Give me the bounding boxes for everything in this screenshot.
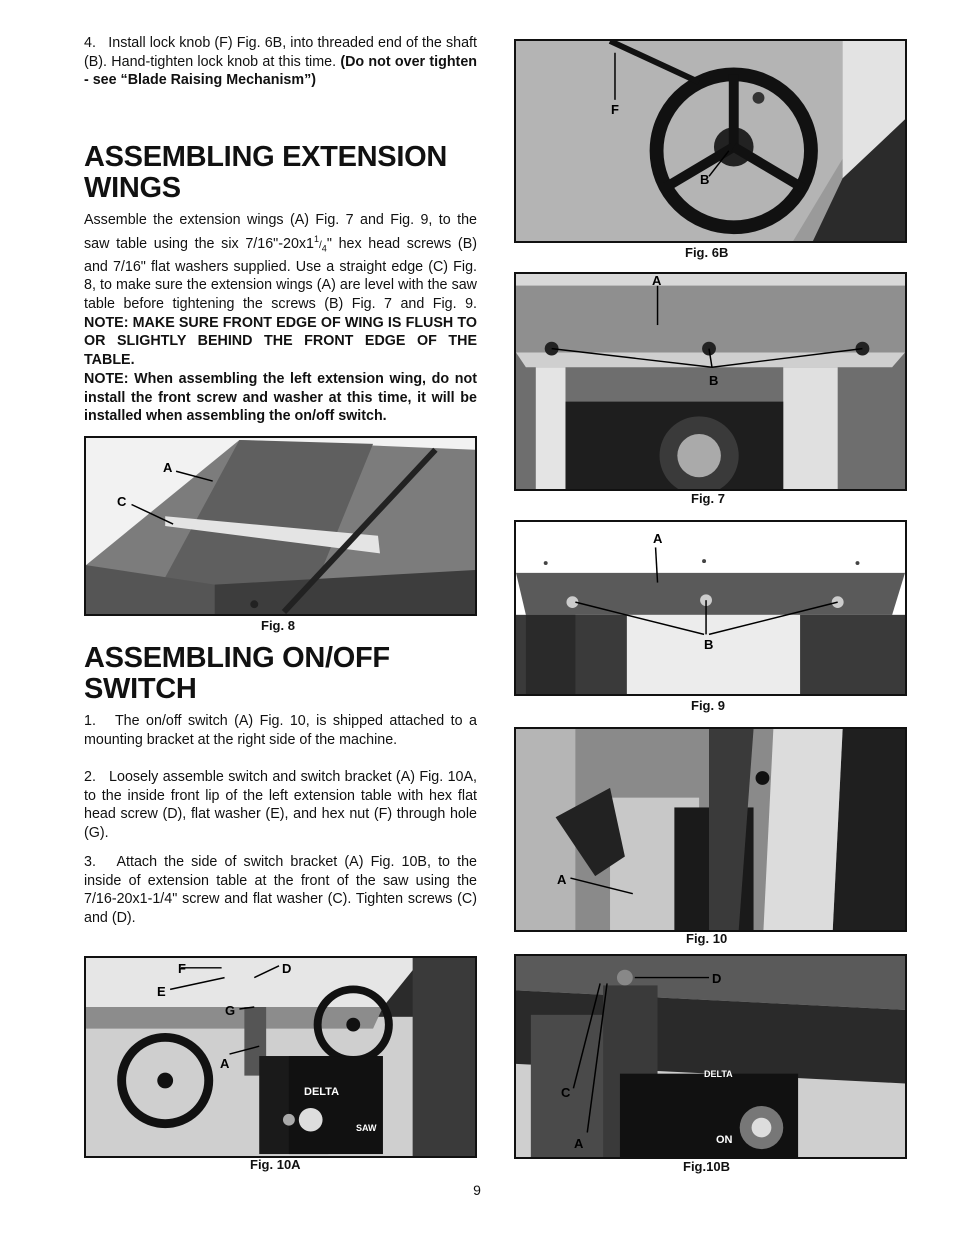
switch-brand-label: DELTA [304,1086,340,1098]
figure-9-caption: Fig. 9 [691,698,725,713]
switch-model-label: SAW [356,1123,377,1133]
switch-step-1: 1. The on/off switch (A) Fig. 10, is shipped attached to a mounting bracket at the right side of the machine. [84,713,477,748]
fig10a-label-d: D [282,961,292,976]
left-wing-note: NOTE: When assembling the left extension wing, do not install the front screw and washer at this time, it will be installed when assembling the on/off switch. [84,371,477,425]
page-number: 9 [473,1182,481,1198]
extension-wing-straight-edge-photo [86,438,475,614]
fig6b-label-b: B [700,172,710,187]
switch-bracket-assembly-photo [86,958,475,1156]
fig10b-label-a: A [574,1136,584,1151]
fig10b-label-d: D [712,971,722,986]
figure-10-image [514,727,907,932]
figure-8-caption: Fig. 8 [261,618,295,633]
fig7-label-b: B [709,373,719,388]
heading-extension-wings: ASSEMBLING EXTENSION WINGS [84,141,447,204]
step4-paragraph: 4. Install lock knob (F) Fig. 6B, into threaded end of the shaft (B). Hand-tighten lock knob at this time. (Do not over tighten - see “Blade Raising Mechanism”) [84,35,478,89]
figure-10a-caption: Fig. 10A [250,1157,301,1172]
switch-brand-label: DELTA [704,1069,733,1079]
figure-7-caption: Fig. 7 [691,491,725,506]
fig10-label-a: A [557,872,567,887]
fig10b-label-c: C [561,1085,571,1100]
fig8-label-a: A [163,460,173,475]
fig10a-label-f: F [178,961,186,976]
figure-7-image [514,272,907,491]
figure-6b-image [514,39,907,243]
fig10a-label-g: G [225,1003,236,1018]
wings-paragraph: Assemble the extension wings (A) Fig. 7 and Fig. 9, to the saw table using the six $7/16"-20x1^1/_4$" hex head screws (B) and 7/16" flat washers supplied. Use a straight edge (C) Fig. 8, to make sure the extension wings (A) are level with the saw table before tightening the screws (B) Fig. 7 and Fig. 9. NOTE: MAKE SURE FRONT EDGE OF WING IS FLUSH TO OR SLIGHTLY BEHIND THE FRONT EDGE OF THE TABLE. [84,212,477,368]
fig10a-label-a: A [220,1056,230,1071]
fig9-label-b: B [704,637,714,652]
heading-onoff-switch: ASSEMBLING ON/OFF SWITCH [84,642,390,705]
switch-step-3: 3. Attach the side of switch bracket (A) Fig. 10B, to the inside of extension table at the front of the saw using the 7/16-20x1-1/4" screw and flat washer (C). Tighten screws (C) and (D). [84,854,477,926]
fig6b-label-f: F [611,102,619,117]
fig8-label-c: C [117,494,127,509]
extension-wing-screws-front-photo [516,522,905,694]
fig10a-label-e: E [157,984,166,999]
onoff-switch-shipped-position-photo [516,729,905,930]
figure-10b-image [514,954,907,1159]
figure-10-caption: Fig. 10 [686,931,728,946]
handwheel-lock-knob-photo [516,41,905,241]
switch-bracket-side-attached-photo [516,956,905,1157]
switch-on-label: ON [716,1134,733,1146]
fig7-label-a: A [652,273,662,288]
switch-step-2: 2. Loosely assemble switch and switch bracket (A) Fig. 10A, to the inside front lip of the left extension table with hex flat head screw (D), flat washer (E), and hex nut (F) through hole (G). [84,769,477,841]
figure-9-image [514,520,907,696]
figure-10b-caption: Fig.10B [683,1159,730,1174]
fig9-label-a: A [653,531,663,546]
figure-8-image [84,436,477,616]
figure-6b-caption: Fig. 6B [685,245,729,260]
figure-10a-image [84,956,477,1158]
